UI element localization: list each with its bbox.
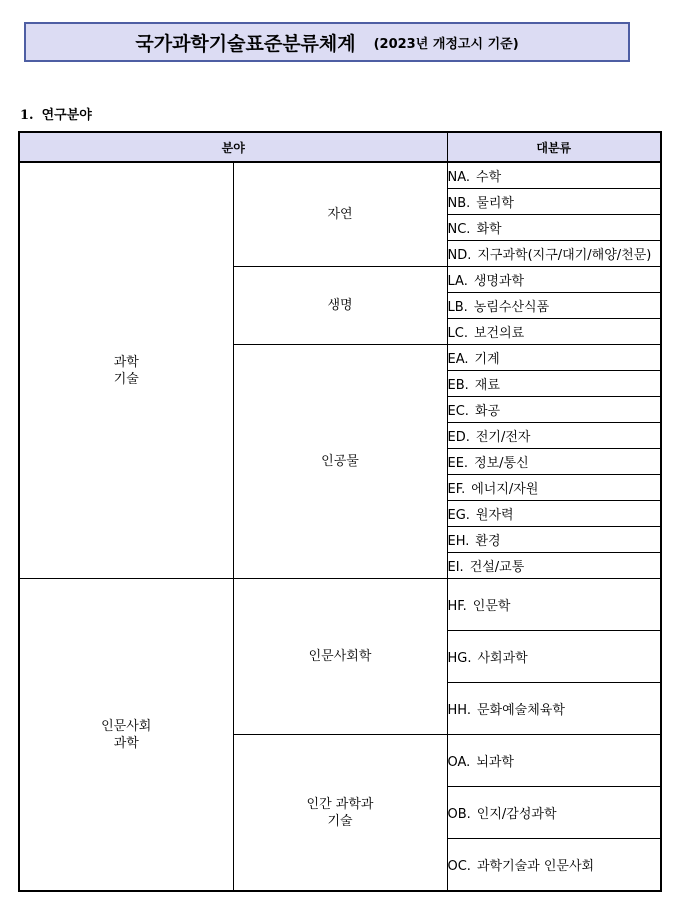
header-field: 분야 — [19, 132, 447, 162]
table-header-row — [19, 132, 661, 162]
category-cell — [447, 267, 661, 293]
category-cell — [447, 215, 661, 241]
category-cell — [447, 345, 661, 371]
category-cell — [447, 683, 661, 735]
section-label: 연구분야 — [41, 108, 92, 123]
category-cell — [447, 735, 661, 787]
classification-table — [18, 131, 662, 892]
category-label: 생명과학 — [473, 274, 525, 289]
section-heading — [20, 104, 92, 123]
category-code: EC. — [447, 404, 469, 419]
category-cell — [447, 527, 661, 553]
category-label: 과학기술과 인문사회 — [476, 859, 595, 874]
category-label: 정보/통신 — [474, 456, 529, 471]
group-humanities-social-science — [19, 579, 233, 892]
category-cell — [447, 241, 661, 267]
category-label: 전기/전자 — [475, 430, 531, 445]
category-code: NB. — [447, 196, 471, 211]
subgroup-human-science-technology — [233, 735, 447, 892]
subgroup-humanities-social: 인문사회학 — [233, 579, 447, 735]
document-title-box — [24, 22, 630, 62]
category-code: ND. — [447, 248, 472, 263]
category-label: 뇌과학 — [476, 755, 514, 770]
category-label: 보건의료 — [473, 326, 525, 341]
category-code: OB. — [447, 807, 471, 822]
category-code: LA. — [447, 274, 468, 289]
category-cell — [447, 423, 661, 449]
subgroup-nature: 자연 — [233, 162, 447, 267]
category-code: HF. — [447, 599, 467, 614]
category-label: 물리학 — [476, 196, 514, 211]
subgroup-life: 생명 — [233, 267, 447, 345]
table-row — [19, 162, 661, 189]
category-label: 기계 — [474, 352, 500, 367]
category-label: 화공 — [474, 404, 501, 419]
table-row — [19, 579, 661, 631]
category-label: 인문학 — [472, 599, 511, 614]
category-code: OC. — [447, 859, 471, 874]
category-label: 사회과학 — [477, 651, 528, 666]
category-code: HH. — [447, 703, 471, 718]
category-cell — [447, 397, 661, 423]
category-label: 재료 — [474, 378, 500, 393]
document-subtitle: (2023년 개정고시 기준) — [373, 36, 519, 52]
document-title: 국가과학기술표준분류체계 — [135, 32, 356, 55]
category-code: LB. — [447, 300, 468, 315]
category-code: EI. — [447, 560, 464, 575]
category-cell — [447, 189, 661, 215]
category-cell — [447, 449, 661, 475]
category-code: EE. — [447, 456, 469, 471]
category-code: NA. — [447, 170, 471, 185]
subgroup-name-line2: 기술 — [327, 813, 353, 829]
category-code: LC. — [447, 326, 468, 341]
group-name-line2: 기술 — [113, 371, 139, 387]
category-cell — [447, 475, 661, 501]
group-science-technology — [19, 162, 233, 579]
category-label: 문화예술체육학 — [476, 703, 565, 718]
category-label: 환경 — [475, 534, 501, 549]
section-number: 1. — [20, 108, 34, 123]
category-cell — [447, 501, 661, 527]
subgroup-artifact: 인공물 — [233, 345, 447, 579]
category-cell — [447, 787, 661, 839]
category-label: 수학 — [476, 170, 502, 185]
category-label: 인지/감성과학 — [476, 807, 557, 822]
category-code: ED. — [447, 430, 470, 445]
category-code: NC. — [447, 222, 471, 237]
category-code: OA. — [447, 755, 471, 770]
category-code: EH. — [447, 534, 470, 549]
category-cell — [447, 319, 661, 345]
header-major-category: 대분류 — [447, 132, 661, 162]
group-name-line1: 인문사회 — [101, 718, 152, 734]
category-cell — [447, 293, 661, 319]
category-code: EA. — [447, 352, 469, 367]
category-cell — [447, 553, 661, 579]
category-code: EG. — [447, 508, 470, 523]
category-label: 화학 — [476, 222, 502, 237]
category-label: 건설/교통 — [469, 560, 525, 575]
subgroup-name-line1: 인간 과학과 — [306, 796, 374, 812]
group-name-line1: 과학 — [113, 354, 139, 370]
category-label: 농림수산식품 — [473, 300, 550, 315]
category-code: EB. — [447, 378, 469, 393]
group-name-line2: 과학 — [113, 735, 139, 751]
category-cell — [447, 371, 661, 397]
category-cell — [447, 162, 661, 189]
category-code: HG. — [447, 651, 472, 666]
category-label: 원자력 — [475, 508, 514, 523]
category-label: 에너지/자원 — [471, 482, 539, 497]
category-cell — [447, 839, 661, 892]
category-code: EF. — [447, 482, 466, 497]
category-cell — [447, 631, 661, 683]
category-label: 지구과학(지구/대기/해양/천문) — [477, 248, 652, 263]
category-cell — [447, 579, 661, 631]
